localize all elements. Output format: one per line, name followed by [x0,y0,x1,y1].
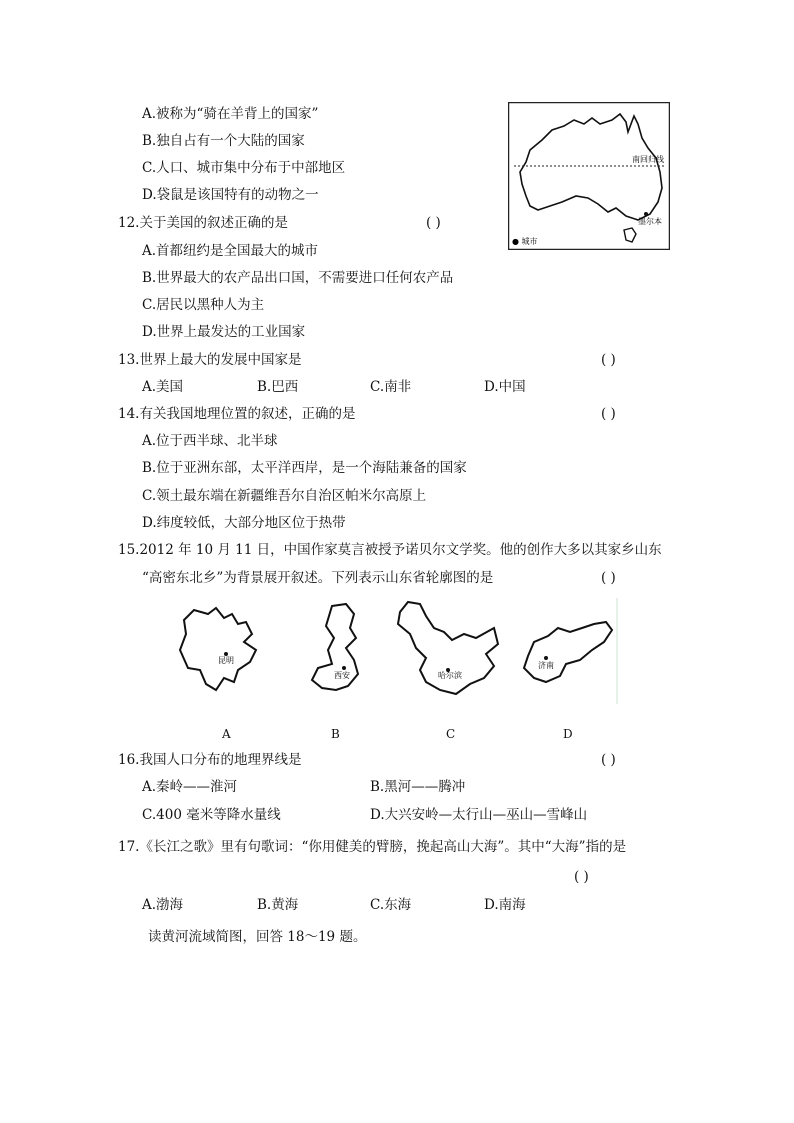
map-c-letter[interactable]: C [446,727,456,741]
q12-stem: 12.关于美国的叙述正确的是 [118,215,288,231]
australia-map [508,102,670,250]
q13-option-d: D.中国 [484,379,526,395]
q12-option-d: D.世界上最发达的工业国家 [142,324,306,340]
q17-option-a: A.渤海 [142,897,184,913]
q16-stem: 16.我国人口分布的地理界线是 [118,752,302,768]
q15-answer-paren[interactable]: ( ) [601,570,616,586]
q11-option-d: D.袋鼠是该国特有的动物之一 [142,187,319,203]
q16-option-d: D.大兴安岭—太行山—巫山—雪峰山 [370,807,588,823]
map-a-yunnan [180,608,256,690]
q13-option-a: A.美国 [142,379,184,395]
province-maps [172,598,618,704]
map-b-city: 西安 [334,671,350,680]
q12-option-a: A.首都纽约是全国最大的城市 [142,243,319,259]
q16-option-b: B.黑河——腾冲 [370,779,466,795]
q14-option-d: D.纬度较低，大部分地区位于热带 [142,515,346,531]
map-d-city: 济南 [538,661,554,670]
legend-label: ● 城市 [512,237,538,246]
map-a-city: 昆明 [218,656,234,665]
q13-answer-paren[interactable]: ( ) [601,352,616,368]
city-dot [644,212,648,216]
map-b-letter[interactable]: B [331,727,340,741]
q14-option-a: A.位于西半球、北半球 [142,433,278,449]
q12-option-c: C.居民以黑种人为主 [142,297,265,313]
q13-stem: 13.世界上最大的发展中国家是 [118,352,302,368]
q15-stem-line2: “高密东北乡”为背景展开叙述。下列表示山东省轮廓图的是 [142,570,494,586]
q17-answer-paren[interactable]: ( ) [574,869,589,885]
q11-option-b: B.独自占有一个大陆的国家 [142,133,305,149]
q14-option-c: C.领土最东端在新疆维吾尔自治区帕米尔高原上 [142,488,427,504]
map-d-shandong [524,622,612,682]
reading-instruction: 读黄河流域简图，回答 18～19 题。 [148,929,367,945]
q17-stem: 17.《长江之歌》里有句歌词：“你用健美的臂膀，挽起高山大海”。其中“大海”指的是 [118,839,627,855]
q17-option-b: B.黄海 [257,897,299,913]
q14-option-b: B.位于亚洲东部，太平洋西岸，是一个海陆兼备的国家 [142,460,467,476]
q13-option-b: B.巴西 [257,379,299,395]
map-d-letter[interactable]: D [563,727,573,741]
q11-option-a: A.被称为“骑在羊背上的国家” [142,106,319,122]
q15-stem-line1: 15.2012 年 10 月 11 日，中国作家莫言被授予诺贝尔文学奖。他的创作大多以其家乡山东 [118,542,662,558]
q16-option-a: A.秦岭——淮河 [142,779,238,795]
map-c-city: 哈尔滨 [438,671,462,680]
q14-stem: 14.有关我国地理位置的叙述，正确的是 [118,406,356,422]
q16-answer-paren[interactable]: ( ) [601,752,616,768]
tropic-label: 南回归线 [632,155,664,164]
q11-option-c: C.人口、城市集中分布于中部地区 [142,160,346,176]
map-c-heilongjiang [398,602,498,694]
city-label: 墨尔本 [638,217,662,226]
map-a-letter[interactable]: A [222,727,231,741]
q13-option-c: C.南非 [370,379,412,395]
q17-option-d: D.南海 [484,897,526,913]
q12-option-b: B.世界最大的农产品出口国，不需要进口任何农产品 [142,270,454,286]
q17-option-c: C.东海 [370,897,412,913]
province-maps-svg [172,598,618,704]
q16-option-c: C.400 毫米等降水量线 [142,807,281,823]
australia-map-svg [508,102,670,250]
q14-answer-paren[interactable]: ( ) [601,406,616,422]
q12-answer-paren[interactable]: ( ) [426,215,441,231]
